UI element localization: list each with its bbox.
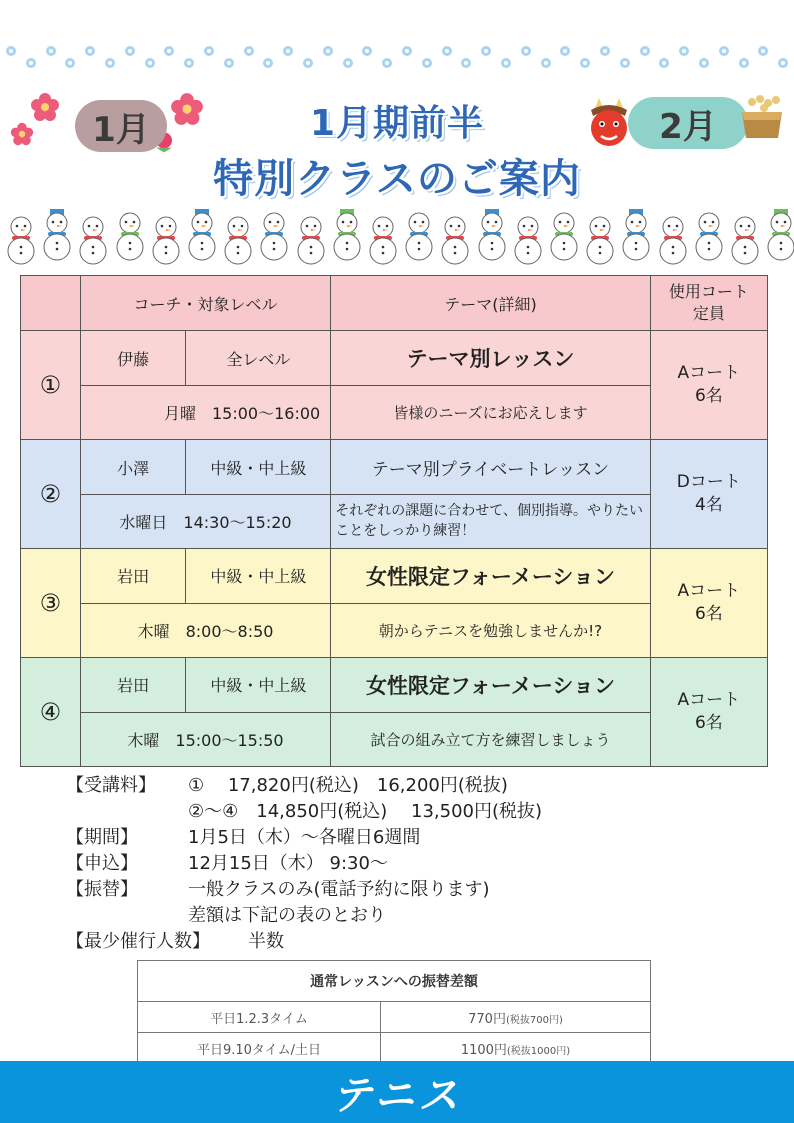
- court-capacity: [650, 549, 767, 658]
- transfer-value: 一般クラスのみ(電話予約に限ります): [188, 879, 490, 900]
- decorative-dot: [125, 46, 135, 56]
- header-theme: テーマ(詳細): [331, 276, 650, 331]
- session-number: ④: [21, 658, 81, 767]
- decorative-dot: [758, 46, 768, 56]
- coach-name: 岩田: [80, 549, 186, 603]
- snowman-icon: [692, 207, 726, 263]
- decorative-dot: [382, 58, 392, 68]
- apply-row: [66, 851, 686, 877]
- table-row: [21, 331, 768, 385]
- header-court: [650, 276, 767, 331]
- decorative-dot: [362, 46, 372, 56]
- decorative-dot-border: [0, 42, 794, 82]
- fee-label: 【受講料】: [66, 775, 156, 796]
- target-level: 全レベル: [186, 331, 331, 385]
- decorative-dot: [541, 58, 551, 68]
- court-name: Aコート: [677, 690, 741, 711]
- time-slot-label: 平日9.10タイム/土日: [138, 1033, 381, 1064]
- diff-table-header: [138, 961, 651, 1002]
- decorative-dot: [560, 46, 570, 56]
- snowman-icon: [113, 207, 147, 263]
- court-capacity: [650, 440, 767, 549]
- decorative-dot: [659, 58, 669, 68]
- schedule-time: 月曜 15:00～16:00: [80, 385, 330, 439]
- table-row: [21, 440, 768, 494]
- header-court-label: 使用コート 定員: [668, 282, 749, 324]
- court-name: Aコート: [677, 581, 741, 602]
- decorative-dot: [402, 46, 412, 56]
- snowman-icon: [402, 207, 436, 263]
- table-row: [21, 549, 768, 603]
- period-value: 1月5日（木）～各曜日6週間: [188, 827, 421, 848]
- decorative-dot: [204, 46, 214, 56]
- table-row: [138, 1002, 651, 1033]
- decorative-dot: [224, 58, 234, 68]
- target-level: 中級・中上級: [186, 658, 331, 712]
- snowman-icon: [583, 211, 617, 267]
- decorative-dot: [164, 46, 174, 56]
- period-row: [66, 825, 686, 851]
- snowman-icon: [149, 211, 183, 267]
- snowman-icon: [221, 211, 255, 267]
- transfer-row: [66, 877, 686, 903]
- transfer-label: 【振替】: [66, 879, 138, 900]
- capacity: 6名: [694, 713, 723, 734]
- table-header-row: [21, 276, 768, 331]
- schedule-time: 水曜日 14:30～15:20: [80, 494, 330, 548]
- snowman-icon: [76, 211, 110, 267]
- session-number: ②: [21, 440, 81, 549]
- decorative-dot: [46, 46, 56, 56]
- month-badge-january: 1月: [75, 100, 167, 152]
- decorative-dot: [739, 58, 749, 68]
- snowman-border: [0, 207, 794, 269]
- snowman-icon: [728, 211, 762, 267]
- min-participants-value: 半数: [248, 931, 284, 952]
- decorative-dot: [461, 58, 471, 68]
- snowman-icon: [40, 207, 74, 263]
- court-capacity: [650, 658, 767, 767]
- page-title-line2: 特別クラスのご案内: [213, 156, 581, 202]
- snowman-icon: [438, 211, 472, 267]
- decorative-dot: [65, 58, 75, 68]
- decorative-dot: [323, 46, 333, 56]
- min-participants-label: 【最少催行人数】: [66, 931, 210, 952]
- decorative-dot: [422, 58, 432, 68]
- apply-label: 【申込】: [66, 853, 138, 874]
- schedule-time: 木曜 8:00～8:50: [80, 603, 330, 657]
- period-label: 【期間】: [66, 827, 138, 848]
- snowman-icon: [475, 207, 509, 263]
- transfer-row-2: [66, 903, 686, 929]
- snowman-icon: [656, 211, 690, 267]
- decorative-dot: [303, 58, 313, 68]
- coach-name: 岩田: [80, 658, 186, 712]
- class-schedule-table: [20, 275, 768, 767]
- price-note: (税抜1000円): [506, 1045, 571, 1057]
- decorative-dot: [105, 58, 115, 68]
- fee-row: [66, 773, 686, 799]
- price-note: (税抜700円): [505, 1014, 563, 1026]
- decorative-dot: [679, 46, 689, 56]
- decorative-dot: [778, 58, 788, 68]
- decorative-dot: [244, 46, 254, 56]
- decorative-dot: [26, 58, 36, 68]
- month-badge-february: 2月: [628, 97, 748, 149]
- capacity: 6名: [694, 604, 723, 625]
- target-level: 中級・中上級: [186, 549, 331, 603]
- capacity: 4名: [694, 495, 723, 516]
- table-row: [138, 1033, 651, 1064]
- snowman-icon: [185, 207, 219, 263]
- decorative-dot: [343, 58, 353, 68]
- lesson-theme: テーマ別レッスン: [331, 331, 650, 385]
- lesson-detail: 皆様のニーズにお応えします: [331, 385, 650, 439]
- court-capacity: [650, 331, 767, 440]
- decorative-dot: [263, 58, 273, 68]
- coach-name: 小澤: [80, 440, 186, 494]
- transfer-note: 差額は下記の表のとおり: [188, 905, 386, 926]
- price: 770円: [468, 1011, 506, 1027]
- decorative-dot: [580, 58, 590, 68]
- lesson-theme: テーマ別プライベートレッスン: [331, 440, 650, 494]
- snowman-icon: [366, 211, 400, 267]
- header-number: [21, 276, 81, 331]
- lesson-theme: 女性限定フォーメーション: [331, 658, 650, 712]
- decorative-dot: [640, 46, 650, 56]
- decorative-dot: [719, 46, 729, 56]
- lesson-detail: 朝からテニスを勉強しませんか!?: [331, 603, 650, 657]
- decorative-dot: [145, 58, 155, 68]
- session-number: ③: [21, 549, 81, 658]
- court-name: Aコート: [677, 363, 741, 384]
- transfer-difference-table: [137, 960, 651, 1064]
- court-name: Dコート: [676, 472, 741, 493]
- fee-line2: ②～④ 14,850円(税込) 13,500円(税抜): [188, 801, 543, 822]
- snowman-icon: [257, 207, 291, 263]
- price: 1100円: [460, 1042, 507, 1058]
- snowman-icon: [511, 211, 545, 267]
- decorative-dot: [521, 46, 531, 56]
- session-number: ①: [21, 331, 81, 440]
- min-participants-row: [66, 929, 686, 955]
- price-cell: [381, 1033, 651, 1064]
- schedule-time: 木曜 15:00～15:50: [80, 712, 330, 766]
- course-info: [66, 773, 686, 955]
- snowman-icon: [4, 211, 38, 267]
- decorative-dot: [283, 46, 293, 56]
- price-cell: [381, 1002, 651, 1033]
- diff-table-title: 通常レッスンへの振替差額: [138, 961, 651, 1002]
- page-title-line1: 1月期前半: [309, 103, 485, 144]
- decorative-dot: [501, 58, 511, 68]
- snowman-icon: [330, 207, 364, 263]
- decorative-dot: [600, 46, 610, 56]
- header-coach-level: コーチ・対象レベル: [80, 276, 330, 331]
- lesson-detail: 試合の組み立て方を練習しましょう: [331, 712, 650, 766]
- decorative-dot: [184, 58, 194, 68]
- snowman-icon: [619, 207, 653, 263]
- snowman-icon: [547, 207, 581, 263]
- decorative-dot: [699, 58, 709, 68]
- lesson-theme: 女性限定フォーメーション: [331, 549, 650, 603]
- snowman-icon: [294, 211, 328, 267]
- footer-banner: [0, 1061, 794, 1123]
- snowman-icon: [764, 207, 794, 263]
- lesson-detail: それぞれの課題に合わせて、個別指導。やりたいことをしっかり練習！: [331, 494, 650, 548]
- decorative-dot: [481, 46, 491, 56]
- decorative-dot: [85, 46, 95, 56]
- apply-value: 12月15日（木） 9:30～: [188, 853, 388, 874]
- decorative-dot: [6, 46, 16, 56]
- capacity: 6名: [694, 386, 723, 407]
- target-level: 中級・中上級: [186, 440, 331, 494]
- fee-line1: ① 17,820円(税込) 16,200円(税抜): [188, 775, 508, 796]
- footer-label: テニス: [331, 1072, 463, 1119]
- table-row: [21, 658, 768, 712]
- decorative-dot: [620, 58, 630, 68]
- time-slot-label: 平日1.2.3タイム: [138, 1002, 381, 1033]
- coach-name: 伊藤: [80, 331, 186, 385]
- fee-row-2: [66, 799, 686, 825]
- decorative-dot: [442, 46, 452, 56]
